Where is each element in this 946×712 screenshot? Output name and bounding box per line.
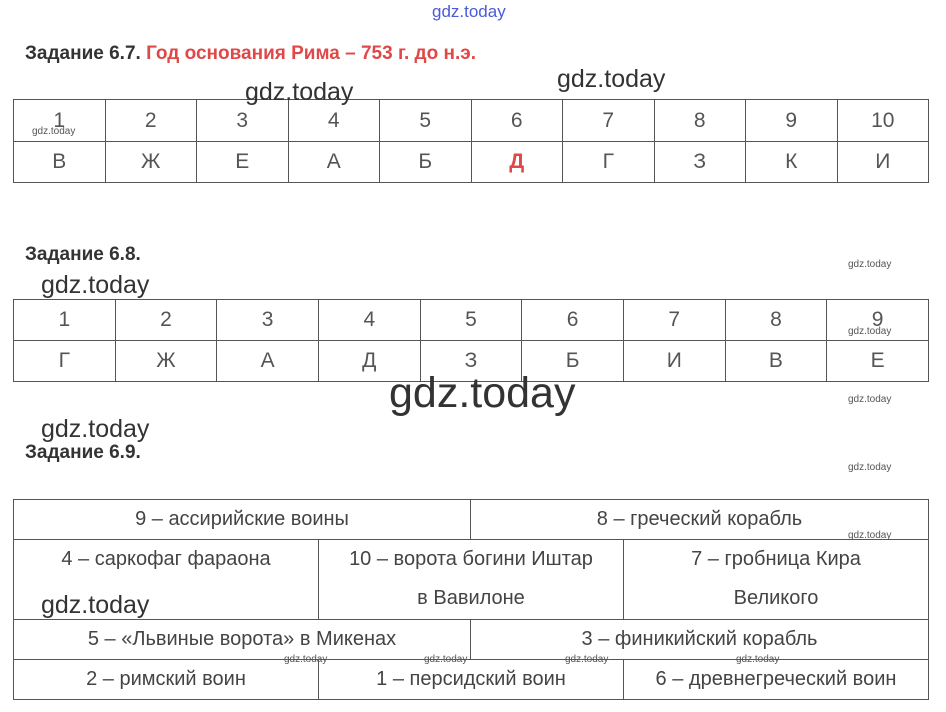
table-cell-letter: И bbox=[623, 341, 725, 382]
watermark-large: gdz.today bbox=[41, 591, 150, 619]
table-cell-number: 7 bbox=[623, 300, 725, 341]
table-cell-number: 6 bbox=[522, 300, 624, 341]
cell-text: 1 – персидский воин bbox=[376, 668, 566, 690]
watermark-large: gdz.today bbox=[557, 65, 666, 93]
table-cell-number: 2 bbox=[115, 300, 217, 341]
table-cell-letter: Ж bbox=[115, 341, 217, 382]
table-cell-letter: К bbox=[746, 142, 838, 183]
task-6-9-table bbox=[13, 499, 929, 700]
watermark-small: gdz.today bbox=[848, 394, 892, 405]
table-cell-letter: Е bbox=[197, 142, 289, 183]
table-cell bbox=[470, 619, 929, 660]
table-cell bbox=[623, 539, 929, 620]
table-cell bbox=[13, 499, 471, 540]
table-cell-letter: З bbox=[654, 142, 746, 183]
table-cell-number: 3 bbox=[197, 100, 289, 142]
cell-text: 3 – финикийский корабль bbox=[581, 628, 818, 650]
table-cell-letter: А bbox=[288, 142, 380, 183]
table-cell-letter: Ж bbox=[105, 142, 197, 183]
watermark-top: gdz.today bbox=[432, 2, 506, 21]
table-cell-number: 7 bbox=[563, 100, 655, 142]
table-cell bbox=[318, 539, 624, 620]
table-cell-letter: Д bbox=[318, 341, 420, 382]
table-cell-letter: Е bbox=[827, 341, 929, 382]
table-cell-number: 8 bbox=[654, 100, 746, 142]
table-cell-number: 5 bbox=[380, 100, 472, 142]
table-cell-number: 9 bbox=[827, 300, 929, 341]
table-cell bbox=[318, 659, 624, 700]
table-cell-number: 10 bbox=[837, 100, 929, 142]
cell-text: 5 – «Львиные ворота» в Микенах bbox=[87, 628, 397, 650]
watermark-small: gdz.today bbox=[284, 654, 328, 665]
table-cell bbox=[623, 659, 929, 700]
table-cell-number: 4 bbox=[318, 300, 420, 341]
task-6-7-answer: Год основания Рима – 753 г. до н.э. bbox=[146, 43, 476, 64]
watermark-small: gdz.today bbox=[565, 654, 609, 665]
table-cell-number: 4 bbox=[288, 100, 380, 142]
task-6-7-label: Задание 6.7. bbox=[25, 43, 141, 64]
table-cell-letter: А bbox=[217, 341, 319, 382]
table-cell-letter: Г bbox=[14, 341, 116, 382]
table-cell-number: 6 bbox=[471, 100, 563, 142]
table-cell-letter: В bbox=[725, 341, 827, 382]
watermark-small: gdz.today bbox=[32, 126, 76, 137]
cell-text: 9 – ассирийские воины bbox=[135, 508, 349, 530]
task-6-7-heading bbox=[25, 43, 476, 65]
task-6-7-table bbox=[13, 99, 929, 183]
table-cell-number: 3 bbox=[217, 300, 319, 341]
table-cell-number: 8 bbox=[725, 300, 827, 341]
table-cell-letter: И bbox=[837, 142, 929, 183]
watermark-small: gdz.today bbox=[424, 654, 468, 665]
watermark-huge: gdz.today bbox=[389, 369, 576, 417]
table-cell-number: 1 bbox=[14, 300, 116, 341]
watermark-large: gdz.today bbox=[41, 271, 150, 299]
watermark-small: gdz.today bbox=[848, 462, 892, 473]
watermark-small: gdz.today bbox=[736, 654, 780, 665]
table-cell-number: 9 bbox=[746, 100, 838, 142]
table-cell bbox=[13, 619, 471, 660]
cell-text-line1: 10 – ворота богини Иштар bbox=[349, 548, 593, 570]
cell-text: 6 – древнегреческий воин bbox=[655, 668, 897, 690]
watermark-small: gdz.today bbox=[848, 326, 892, 337]
table-cell-letter: З bbox=[420, 341, 522, 382]
table-cell-letter: В bbox=[14, 142, 106, 183]
cell-text: 8 – греческий корабль bbox=[596, 508, 803, 530]
table-cell-number: 5 bbox=[420, 300, 522, 341]
table-cell-number: 1 bbox=[14, 100, 106, 142]
table-cell-number: 2 bbox=[105, 100, 197, 142]
table-cell-letter: Б bbox=[380, 142, 472, 183]
watermark-large: gdz.today bbox=[41, 415, 150, 443]
table-cell-letter-highlighted: Д bbox=[471, 142, 563, 183]
watermark-small: gdz.today bbox=[848, 530, 892, 541]
task-6-8-heading: Задание 6.8. bbox=[25, 244, 141, 265]
table-cell-letter: Б bbox=[522, 341, 624, 382]
cell-text-line2: в Вавилоне bbox=[417, 587, 525, 609]
cell-text: 2 – римский воин bbox=[86, 668, 246, 690]
watermark-small: gdz.today bbox=[848, 259, 892, 270]
table-cell bbox=[13, 659, 319, 700]
watermark-large: gdz.today bbox=[245, 78, 354, 106]
cell-text-line1: 7 – гробница Кира bbox=[691, 548, 861, 570]
table-cell-letter: Г bbox=[563, 142, 655, 183]
cell-text-line2: Великого bbox=[733, 587, 819, 609]
cell-text: 4 – саркофаг фараона bbox=[61, 548, 271, 570]
task-6-9-heading: Задание 6.9. bbox=[25, 442, 141, 463]
